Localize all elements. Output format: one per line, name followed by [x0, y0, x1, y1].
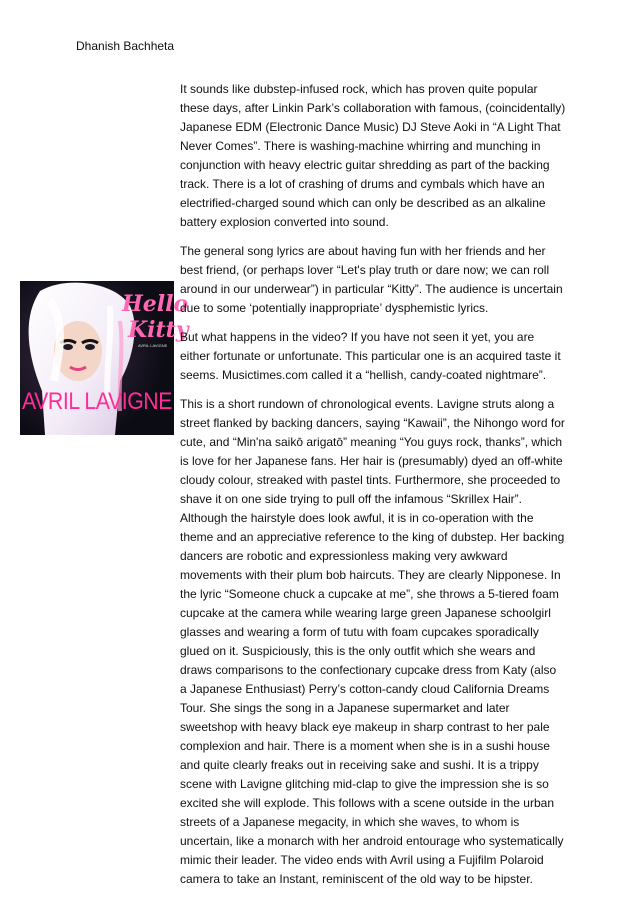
article-body: [180, 80, 566, 899]
paragraph-1: It sounds like dubstep-infused rock, which has proven quite popular these days, after Linkin Park’s collaboration with famous, (coincidentally) Japanese EDM (Electronic Dance Music) DJ Steve Aoki in “A Light That Never Comes”. There is washing-machine whirring and munching in conjunction with heavy electric guitar shredding as part of the backing track. There is a lot of crashing of drums and cymbals which have an electrified-charged sound which can only be described as an alkaline battery explosion converted into sound.: [180, 82, 566, 229]
cover-small-text: AVRIL LAVIGNE: [138, 343, 168, 348]
paragraph-2: The general song lyrics are about having fun with her friends and her best friend, (or perhaps lover “Let's play truth or dare now; we can roll around in our underwear”) in particular “Kitty”. The audience is uncertain due to some ‘potentially inappropriate’ dysphemistic lyrics.: [180, 244, 563, 315]
author-name: Dhanish Bachheta: [76, 39, 175, 53]
cover-title-line1: Hello: [122, 291, 189, 317]
cover-title-line2: Kitty: [128, 317, 189, 343]
paragraph-4: This is a short rundown of chronological events. Lavigne struts along a street flanked by backing dancers, saying “Kawaii”, the Nihongo word for cute, and “Min'na saikō arigatō” meaning “You guys rock, thanks”, which is love for her Japanese fans. Her hair is (presumably) dyed an off-white cloudy colour, streaked with pastel tints. Furthermore, she proceeded to shave it on one side trying to pull off the infamous “Skrillex Hair”. Although the hairstyle does look awful, it is in co-operation with the theme and an appreciative reference to the king of dubstep. Her backing dancers are robotic and expressionless making very awkward movements with their plum bob haircuts. They are clearly Nipponese. In the lyric “Someone chuck a cupcake at me”, she throws a 5-tiered foam cupcake at the camera while wearing large green Japanese schoolgirl glasses and wearing a form of tutu with foam cupcakes sporadically glued on it. Suspiciously, this is the only outfit which she wears and draws comparisons to the confectionary cupcake dress from Katy (also a Japanese Enthusiast) Perry’s cotton-candy cloud California Dreams Tour. She sings the song in a Japanese supermarket and later sweetshop with heavy black eye makeup in sharp contrast to her pale complexion and hair. There is a moment when she is in a sushi house and quite clearly freaks out in receiving sake and sushi. It is a trippy scene with Lavigne glitching mid-clap to give the impression she is so excited she will explode. This follows with a scene outside in the urban streets of a Japanese megacity, in which she waves, to whom is uncertain, like a monarch with her android entourage who systematically mimic their leader. The video ends with Avril using a Fujifilm Polaroid camera to take an Instant, reminiscent of the old way to be hipster.: [180, 397, 565, 886]
album-cover-image: [20, 281, 189, 435]
paragraph-3: But what happens in the video? If you have not seen it yet, you are either fortunate or unfortunate. This particular one is an acquired taste it seems. Musictimes.com called it a “hellish, candy-coated nightmare”.: [180, 330, 561, 382]
cover-artist: AVRIL LAVIGNE: [22, 388, 172, 415]
